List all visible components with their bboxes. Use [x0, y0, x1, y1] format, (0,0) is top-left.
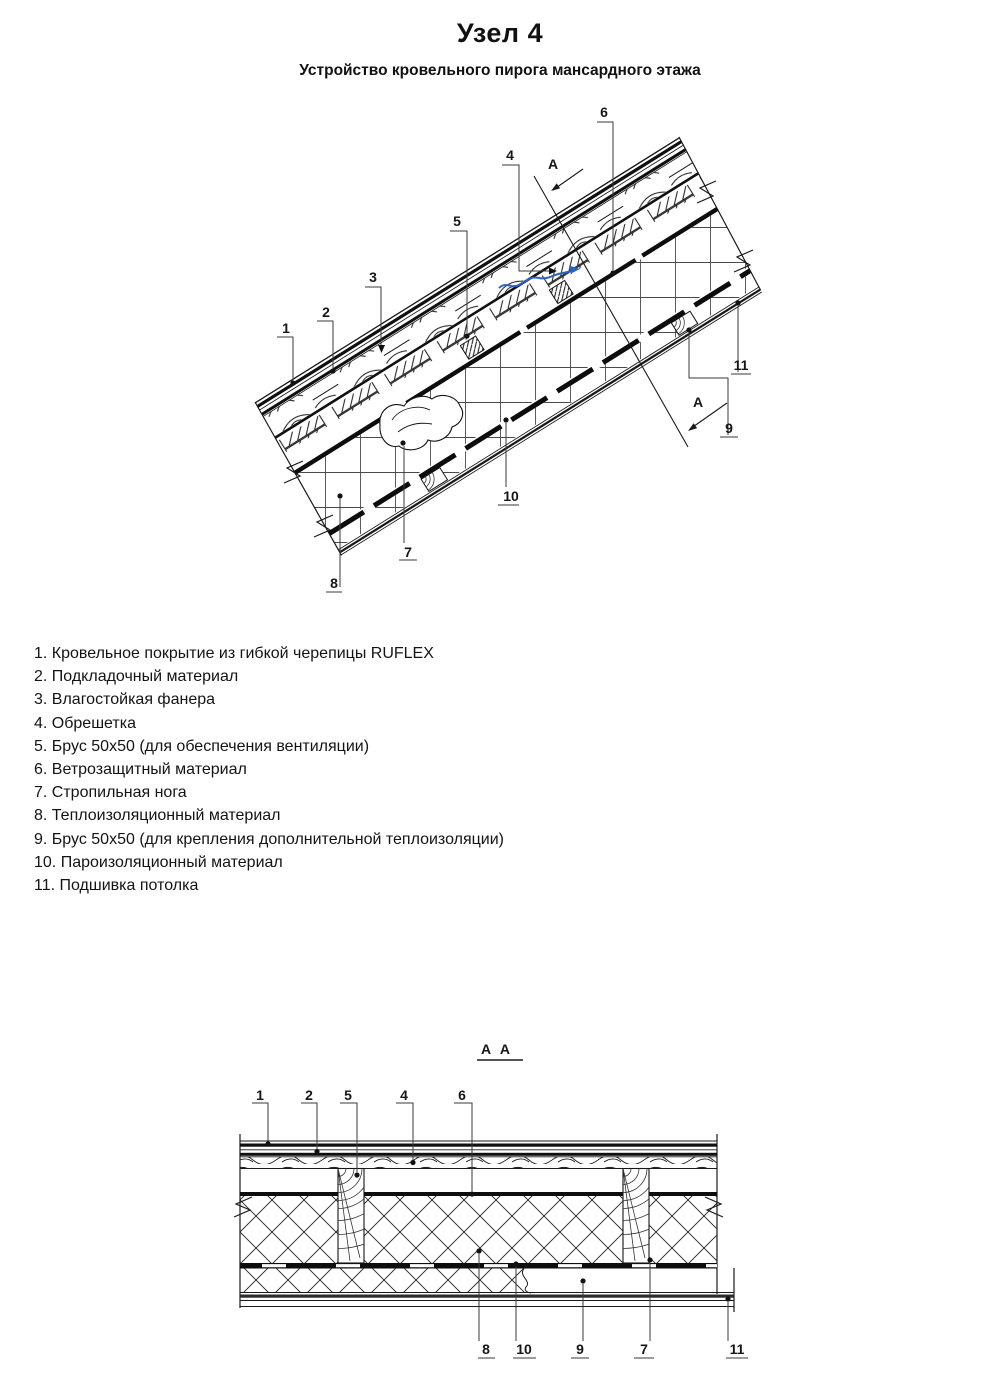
callout-4-main: 4	[506, 147, 514, 163]
section-title: A A	[480, 1041, 514, 1057]
legend-item: 8. Теплоизоляционный материал	[34, 807, 281, 825]
callout-5-main: 5	[453, 213, 461, 229]
legend-item: 7. Стропильная нога	[34, 784, 187, 802]
callout-9-main: 9	[725, 420, 733, 436]
legend-item: 3. Влагостойкая фанера	[34, 691, 216, 709]
callout-5-section: 5	[344, 1087, 352, 1103]
legend-item: 1. Кровельное покрытие из гибкой черепицы RUFLEX	[34, 645, 434, 662]
callout-3-main: 3	[369, 269, 377, 285]
callout-1-main: 1	[282, 320, 290, 336]
legend-item: 10. Пароизоляционный материал	[34, 853, 283, 871]
legend-item: 5. Брус 50х50 (для обеспечения вентиляции)	[34, 737, 370, 755]
page-subtitle: Устройство кровельного пирога мансардного этажа	[299, 62, 701, 79]
callout-7-section: 7	[640, 1341, 648, 1357]
callout-7-main: 7	[404, 544, 412, 560]
callout-11-main: 11	[733, 357, 749, 373]
page-title: Узел 4	[456, 18, 544, 48]
callout-9-section: 9	[576, 1341, 584, 1357]
section-mark-a-upper: A	[547, 156, 559, 172]
section-assembly	[234, 1060, 748, 1358]
callout-6-section: 6	[458, 1087, 466, 1103]
callout-11-section: 11	[729, 1341, 745, 1357]
legend-item: 6. Ветрозащитный материал	[34, 761, 247, 779]
legend-list	[34, 642, 504, 897]
callout-10-section: 10	[516, 1341, 532, 1357]
callout-8-main: 8	[330, 575, 338, 591]
callout-2-main: 2	[322, 304, 330, 320]
legend-item: 9. Брус 50х50 (для крепления дополнительной теплоизоляции)	[34, 830, 504, 848]
main-roof-assembly	[248, 122, 774, 592]
callout-6-main: 6	[600, 104, 608, 120]
callout-2-section: 2	[305, 1087, 313, 1103]
callout-10-main: 10	[503, 488, 519, 504]
legend-item: 11. Подшивка потолка	[34, 877, 199, 895]
callout-8-section: 8	[482, 1341, 490, 1357]
legend-item: 4. Обрешетка	[34, 714, 136, 732]
callout-1-section: 1	[256, 1087, 264, 1103]
section-mark-a-lower: A	[692, 394, 704, 410]
callout-4-section: 4	[400, 1087, 408, 1103]
legend-item: 2. Подкладочный материал	[34, 668, 239, 686]
